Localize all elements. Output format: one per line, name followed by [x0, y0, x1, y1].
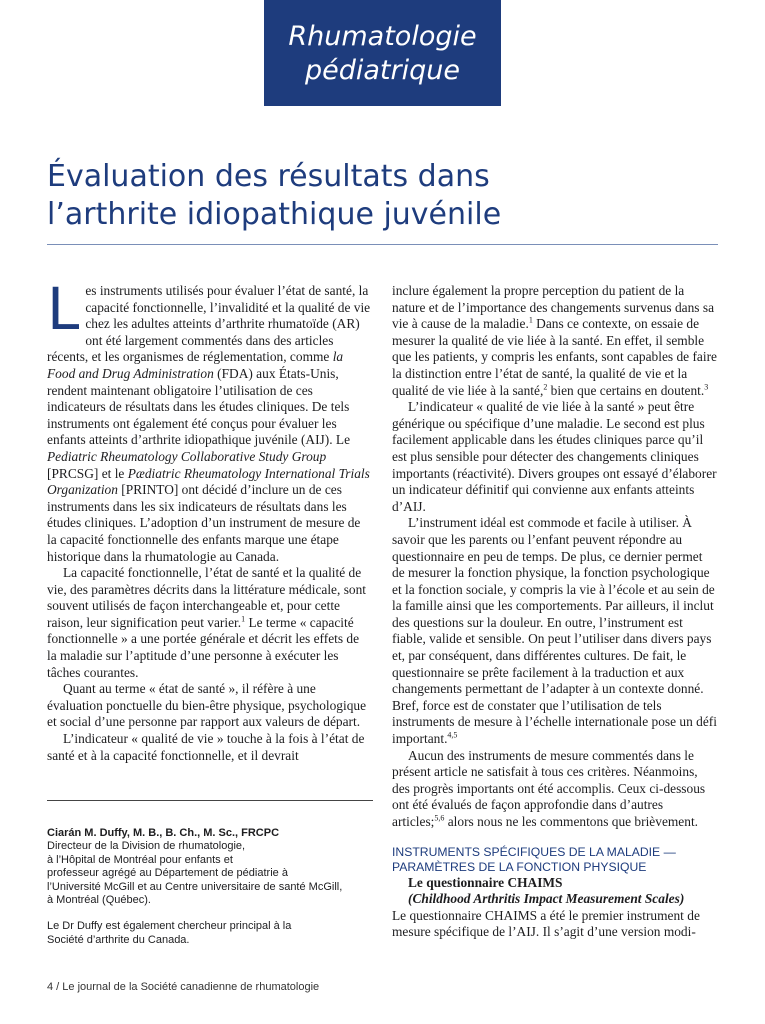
paragraph: Le questionnaire CHAIMS a été le premier instrument de mesure spécifique de l’AIJ. Il s’agit d’une version modi- [392, 907, 700, 940]
author-affiliation: à l’Hôpital de Montréal pour enfants et [47, 853, 233, 866]
author-note: Le Dr Duffy est également chercheur principal à la [47, 920, 292, 933]
author-info [47, 827, 377, 947]
author-affiliation: Directeur de la Division de rhumatologie, [47, 840, 246, 853]
subsection-heading-full: (Childhood Arthritis Impact Measurement Scales) [408, 891, 685, 907]
paragraph: Aucun des instruments de mesure commentés dans le présent article ne satisfait à tous ces critères. Néanmoins, des progrès importants ont été accomplis. Ceux ci-dessous ont été évalués de façon approfondie dans d’autres articles;$^{5,6}$ alors nous ne les commentons que brièvement. [392, 747, 706, 829]
author-note: Société d’arthrite du Canada. [47, 933, 190, 946]
title-line-1: Évaluation des résultats dans [47, 159, 490, 194]
paragraph: L’indicateur « qualité de vie liée à la santé » peut être générique ou spécifique d’une maladie. Le second est plus facilement applicable dans les études cliniques parce qu’il est plus sensible pour détecter des changements cliniques importants (réactivité). Divers groupes ont essayé d’élaborer un indicateur définitif qui convienne aux enfants atteints d’AIJ. [392, 399, 717, 514]
dropcap-letter: L [47, 275, 80, 343]
paragraph: La capacité fonctionnelle, l’état de santé et la qualité de vie, des paramètres décrits dans la littérature médicale, sont souvent utilisés de façon interchangeable et, pour cette raison, leur signification peut varier.$^1$ Le terme « capacité fonctionnelle » a une portée générale et décrit les effets de la maladie sur l’aptitude d’une personne à exécuter les tâches courantes. [47, 565, 367, 680]
paragraph: L’indicateur « qualité de vie » touche à la fois à l’état de santé et à la capacité fonctionnelle, et il devrait [47, 731, 365, 763]
section-heading: INSTRUMENTS SPÉCIFIQUES DE LA MALADIE — PARAMÈTRES DE LA FONCTION PHYSIQUE [392, 844, 676, 874]
paragraph: L’instrument idéal est commode et facile à utiliser. À savoir que les parents ou l’enfant peuvent répondre au questionnaire en peu de temps. De plus, ce dernier permet de mesurer la fonction physique, la fonction psychologique et la fonction sociale, y compris la vie à l’école et au sein de la famille ainsi que les comportements. Par ailleurs, il inclut des questions sur la douleur. En outre, l’instrument est fiable, valide et sensible. On peut l’utiliser dans divers pays et, par conséquent, dans différentes cultures. De fait, le questionnaire se prête facilement à la traduction et aux changements permettant de l’adapter à un contexte donné. Bref, force est de constater que l’utilisation de tels instruments de mesure à l’échelle internationale pose un défi important.$^{4,5}$ [392, 515, 717, 747]
author-affiliation: professeur agrégé au Département de pédiatrie à [47, 867, 288, 880]
author-affiliation: l’Université McGill et au Centre universitaire de santé McGill, [47, 880, 343, 893]
article-title [47, 158, 737, 234]
page-footer: 4 / Le journal de la Société canadienne de rhumatologie [47, 981, 320, 993]
subsection-heading: Le questionnaire CHAIMS [408, 874, 563, 890]
banner-line-2: pédiatrique [305, 55, 460, 86]
left-column [47, 275, 371, 764]
banner-line-1: Rhumatologie [288, 21, 477, 52]
author-affiliation: à Montréal (Québec). [47, 894, 151, 907]
right-column [392, 283, 717, 941]
paragraph: inclure également la propre perception du patient de la nature et de l’importance des changements survenus dans sa vie à cause de la maladie.$^1$ Dans ce contexte, on essaie de mesurer la qualité de vie liée à la santé. En effet, il semble que les patients, y compris les enfants, sont capables de faire la distinction entre l’état de santé, la qualité de vie et la qualité de vie liée à la santé,$^2$ bien que certains en doutent.$^3$ [392, 283, 717, 398]
author-name: Ciarán M. Duffy, M. B., B. Ch., M. Sc., FRCPC [47, 827, 280, 839]
paragraph: Quant au terme « état de santé », il réfère à une évaluation ponctuelle du bien-être physique, psychologique et social d’une personne par rapport aux valeurs de départ. [47, 681, 367, 730]
title-line-2: l’arthrite idiopathique juvénile [47, 197, 502, 232]
title-divider [47, 244, 718, 245]
paragraph: Les instruments utilisés pour évaluer l’état de santé, la capacité fonctionnelle, l’invalidité et la qualité de vie chez les adultes atteints d’arthrite rhumatoïde (AR) ont été largement commentés dans des articles récents, et les organismes de réglementation, comme la Food and Drug Administration (FDA) aux États-Unis, rendent maintenant obligatoire l’utilisation de ces indicateurs de résultats dans les études cliniques. De tels instruments ont également été conçus pour évaluer les enfants atteints d’arthrite idiopathique juvénile (AIJ). Le Pediatric Rheumatology Collaborative Study Group [PRCSG] et le Pædiatric Rheumatology International Trials Organization [PRINTO] ont décidé d’inclure un de ces instruments dans les six indicateurs de résultats dans les études cliniques. L’adoption d’un instrument de mesure de la capacité fonctionnelle des enfants marque une étape historique dans la rhumatologie au Canada. [47, 275, 371, 564]
section-banner [264, 0, 501, 106]
author-divider [47, 800, 373, 801]
